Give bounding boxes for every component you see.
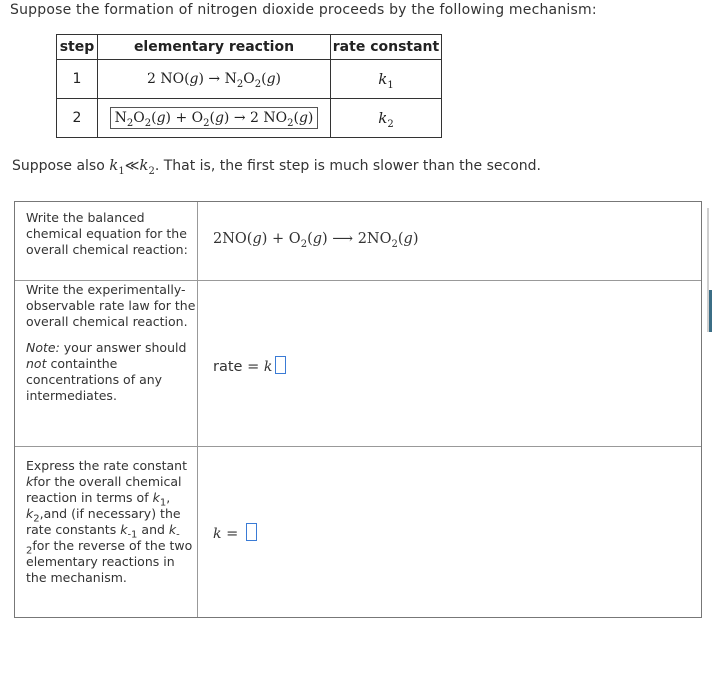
reaction-2: $N_2O_2(g) + O_2(g) \to 2$ $NO_2(g)$ [98, 99, 331, 138]
answer-row-rate-constant [15, 447, 701, 617]
table-header-row [57, 35, 442, 60]
assumption-text [12, 156, 541, 177]
k1-subscript: 1 [118, 165, 125, 177]
rate-law-input-box[interactable] [275, 356, 286, 374]
k-symbol: k [263, 359, 273, 375]
question-rate-law-text: Write the experimentally-observable rate law for the overall chemical reaction. [26, 282, 196, 329]
answer-cell-equation[interactable] [199, 202, 701, 280]
q3-text-f: ,and (if necessary) the rate constants [26, 506, 181, 537]
rate-constant-expression [213, 523, 257, 542]
overall-equation: $2NO(g) + O_2(g)$ ⟶ $2NO_2(g)$ [213, 231, 419, 250]
q3-k2: k [26, 506, 34, 521]
intro-text: Suppose the formation of nitrogen dioxide proceeds by the following mechanism: [10, 2, 597, 18]
question-rate-law-note [26, 340, 197, 404]
question-rate-constant [15, 447, 198, 617]
step-number: 2 [57, 99, 98, 138]
note-text-end: containthe concentrations of any intermediates. [26, 356, 163, 403]
k-symbol: k [378, 109, 388, 127]
q3-k-1-sub: -1 [127, 529, 138, 541]
answer-row-rate-law [15, 281, 701, 447]
note-text: your answer should [59, 340, 187, 355]
rate-law-expression [213, 356, 286, 375]
k2-symbol: k [139, 156, 149, 174]
header-step: step [57, 35, 98, 60]
reaction-1: 2 $NO(g) \to N_2O_2(g)$ [98, 60, 331, 99]
q3-k-2: k [168, 522, 177, 537]
q3-k-1: k [120, 522, 128, 537]
answer-row-overall-equation [15, 202, 701, 281]
table-row [57, 99, 442, 138]
q3-k2-sub: 2 [33, 513, 40, 525]
k-symbol: k [378, 70, 388, 88]
note-emphasis: not [26, 356, 47, 371]
rate-label: rate [213, 359, 243, 375]
header-rate-constant: rate constant [331, 35, 442, 60]
k-subscript: 1 [387, 79, 394, 91]
q3-and: and [137, 522, 169, 537]
step-number: 1 [57, 60, 98, 99]
q3-k1: k [152, 490, 160, 505]
k-symbol: k [213, 526, 222, 542]
q3-k: k [26, 474, 34, 489]
header-elementary-reaction: elementary reaction [98, 35, 331, 60]
much-less-than: ≪ [124, 158, 140, 174]
assumption-suffix: . That is, the first step is much slower than the second. [154, 158, 541, 174]
mechanism-table [56, 34, 442, 138]
q3-comma: , [166, 490, 171, 505]
note-label: Note: [26, 340, 60, 355]
assumption-prefix: Suppose also [12, 158, 110, 174]
rate-constant-2 [331, 99, 442, 138]
q3-text-b: for the overall chemical reaction in terms of [26, 474, 182, 505]
question-rate-law [15, 281, 198, 446]
k2-subscript: 2 [148, 165, 155, 177]
question-overall-equation: Write the balanced chemical equation for the overall chemical reaction: [15, 202, 198, 280]
q3-text-j: for the reverse of the two elementary reactions in the mechanism. [26, 538, 193, 585]
table-row [57, 60, 442, 99]
rate-constant-1 [331, 60, 442, 99]
k1-symbol: k [109, 156, 119, 174]
answer-cell-rate-constant[interactable] [199, 447, 701, 617]
answer-table [14, 201, 702, 618]
q3-k-2-sub: -2 [26, 529, 180, 557]
answer-cell-rate-law[interactable] [199, 281, 701, 446]
q3-text-a: Express the rate constant [26, 458, 187, 473]
rate-constant-input-box[interactable] [246, 523, 257, 541]
equals-sign: = [247, 359, 260, 375]
q3-k1-sub: 1 [159, 497, 167, 509]
equals-sign: = [226, 526, 239, 542]
k-subscript: 2 [387, 118, 394, 130]
